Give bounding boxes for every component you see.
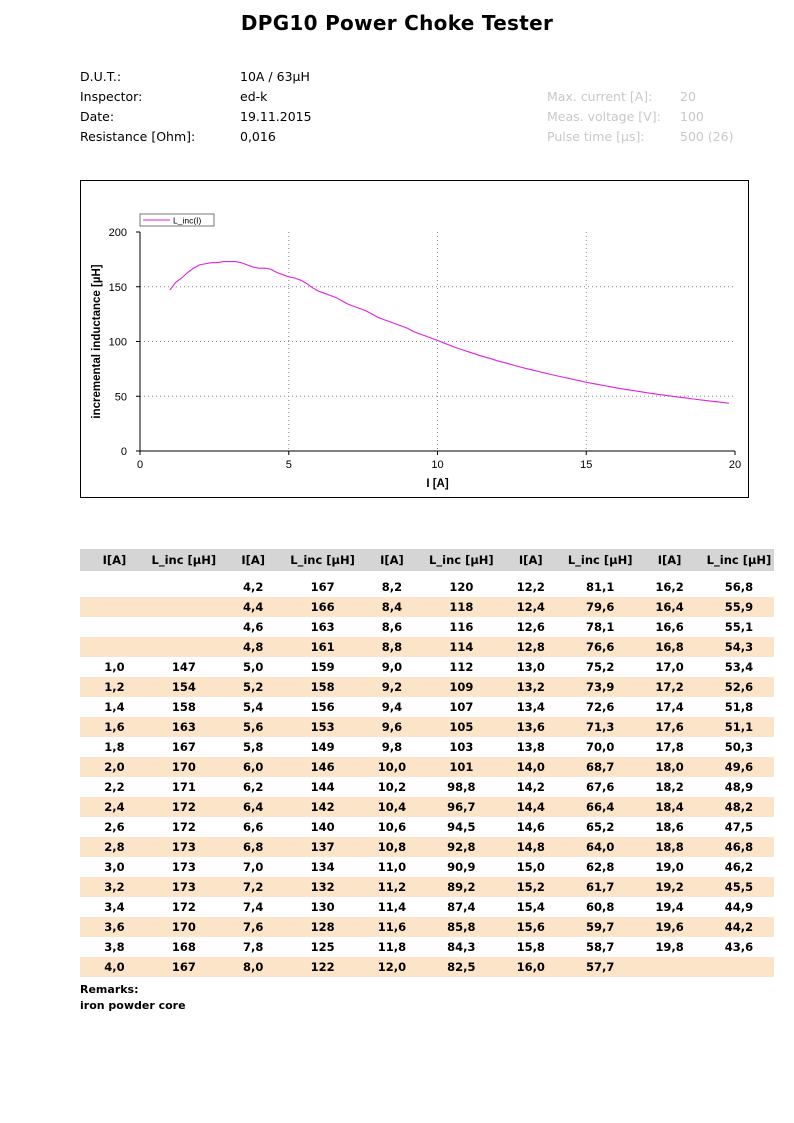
current-cell: 13,8 xyxy=(516,740,545,754)
inductance-cell: 85,8 xyxy=(426,917,496,937)
current-cell xyxy=(80,577,149,597)
current-cell: 18,6 xyxy=(655,820,684,834)
legend-label: L_inc(I) xyxy=(173,215,202,226)
inductance-cell: 76,6 xyxy=(565,637,635,657)
table-row xyxy=(80,857,774,877)
current-cell: 11,2 xyxy=(358,877,427,897)
max-current-label: Max. current [A]: xyxy=(547,89,653,104)
current-cell: 7,8 xyxy=(243,940,264,954)
current-cell: 11,8 xyxy=(377,940,407,954)
measurement-table xyxy=(80,549,774,977)
inductance-cell: 161 xyxy=(288,637,358,657)
current-cell: 8,6 xyxy=(381,620,403,634)
remarks-section xyxy=(80,982,186,1014)
inductance-cell: 94,5 xyxy=(447,820,476,834)
current-cell: 3,6 xyxy=(80,917,149,937)
current-cell: 14,2 xyxy=(516,780,545,794)
x-tick-label: 20 xyxy=(728,459,742,471)
y-tick-label: 50 xyxy=(114,391,127,404)
inductance-cell: 49,6 xyxy=(704,757,774,777)
current-cell: 16,6 xyxy=(655,620,684,634)
meas-voltage-label: Meas. voltage [V]: xyxy=(547,109,661,124)
current-cell: 10,8 xyxy=(358,837,427,857)
current-cell: 2,6 xyxy=(104,820,125,834)
y-tick-label: 0 xyxy=(120,446,127,458)
remarks-label: Remarks: xyxy=(80,983,139,996)
current-cell: 3,4 xyxy=(104,900,125,914)
current-cell: 2,2 xyxy=(104,780,125,794)
meas-voltage-value: 100 xyxy=(680,109,704,124)
column-header: I[A] xyxy=(635,549,704,571)
current-cell: 14,8 xyxy=(496,837,565,857)
inductance-cell xyxy=(149,637,219,657)
current-cell: 9,6 xyxy=(358,717,427,737)
current-cell: 9,8 xyxy=(381,740,403,754)
test-info xyxy=(80,67,780,147)
inductance-cell: 132 xyxy=(288,877,358,897)
table-row xyxy=(80,817,774,837)
inductance-cell: 163 xyxy=(149,717,219,737)
inductance-cell: 43,6 xyxy=(724,940,754,954)
inductance-cell: 125 xyxy=(310,940,335,954)
inductance-cell: 173 xyxy=(149,877,219,897)
current-cell: 5,4 xyxy=(243,700,264,714)
current-cell: 12,0 xyxy=(358,957,427,977)
inductance-cell: 51,8 xyxy=(724,700,754,714)
inductance-cell: 79,6 xyxy=(565,597,635,617)
current-cell: 9,4 xyxy=(381,700,403,714)
current-cell: 15,0 xyxy=(516,860,545,874)
inductance-cell: 128 xyxy=(288,917,358,937)
current-cell: 16,2 xyxy=(655,580,684,594)
current-cell: 8,0 xyxy=(219,957,288,977)
table-row xyxy=(80,577,774,597)
current-cell: 14,0 xyxy=(496,757,565,777)
inductance-cell: 64,0 xyxy=(565,837,635,857)
current-cell: 17,4 xyxy=(655,700,684,714)
current-cell: 12,2 xyxy=(516,580,545,594)
inductance-cell: 120 xyxy=(449,580,474,594)
current-cell: 15,2 xyxy=(496,877,565,897)
table-row xyxy=(80,657,774,677)
current-cell: 14,4 xyxy=(496,797,565,817)
inductance-cell: 130 xyxy=(310,900,335,914)
current-cell: 15,8 xyxy=(516,940,545,954)
column-header: L_inc [µH] xyxy=(149,549,219,571)
inductance-cell: 105 xyxy=(426,717,496,737)
y-tick-label: 100 xyxy=(108,336,127,349)
table-row xyxy=(80,797,774,817)
inductance-cell: 170 xyxy=(149,917,219,937)
inductance-cell: 55,1 xyxy=(724,620,754,634)
dut-label: D.U.T.: xyxy=(80,69,122,84)
inductance-cell: 144 xyxy=(310,780,335,794)
table-row xyxy=(80,897,774,917)
table-row xyxy=(80,837,774,857)
inductance-cell: 172 xyxy=(171,900,196,914)
inductance-cell: 147 xyxy=(171,660,196,674)
inductance-cell: 163 xyxy=(310,620,335,634)
inductance-cell: 153 xyxy=(288,717,358,737)
inductance-cell: 173 xyxy=(171,860,196,874)
inductance-cell: 72,6 xyxy=(585,700,615,714)
inductance-cell: 54,3 xyxy=(704,637,774,657)
inductance-cell: 171 xyxy=(171,780,196,794)
inductance-cell: 57,7 xyxy=(565,957,635,977)
inductance-cell: 44,2 xyxy=(704,917,774,937)
inductance-cell xyxy=(149,617,219,637)
inductance-cell: 107 xyxy=(449,700,474,714)
inductance-cell: 62,8 xyxy=(585,860,615,874)
inductance-cell: 92,8 xyxy=(426,837,496,857)
current-cell: 3,0 xyxy=(104,860,125,874)
table-row xyxy=(80,637,774,657)
table-row xyxy=(80,937,774,957)
inductance-cell: 159 xyxy=(310,660,335,674)
current-cell: 17,2 xyxy=(635,677,704,697)
table-row xyxy=(80,617,774,637)
current-cell: 6,6 xyxy=(243,820,264,834)
current-cell: 5,2 xyxy=(219,677,288,697)
dut-row xyxy=(80,67,780,87)
current-cell: 19,0 xyxy=(655,860,684,874)
resistance-value: 0,016 xyxy=(240,129,276,144)
inductance-chart xyxy=(80,180,749,498)
inductance-cell: 114 xyxy=(426,637,496,657)
current-cell: 2,4 xyxy=(80,797,149,817)
current-cell: 6,8 xyxy=(219,837,288,857)
inductance-cell: 47,5 xyxy=(724,820,754,834)
pulse-time-label: Pulse time [µs]: xyxy=(547,129,645,144)
table-row xyxy=(80,677,774,697)
current-cell: 5,6 xyxy=(219,717,288,737)
column-header: I[A] xyxy=(358,549,427,571)
inductance-cell: 137 xyxy=(288,837,358,857)
current-cell: 17,0 xyxy=(655,660,684,674)
current-cell: 1,4 xyxy=(104,700,125,714)
inductance-cell: 118 xyxy=(426,597,496,617)
resistance-label: Resistance [Ohm]: xyxy=(80,129,196,144)
table-row xyxy=(80,597,774,617)
current-cell: 11,0 xyxy=(377,860,407,874)
current-cell: 4,0 xyxy=(80,957,149,977)
current-cell: 6,4 xyxy=(219,797,288,817)
inductance-cell: 172 xyxy=(149,797,219,817)
current-cell: 15,6 xyxy=(496,917,565,937)
inductance-cell xyxy=(704,957,774,977)
inductance-cell: 158 xyxy=(288,677,358,697)
resistance-row xyxy=(80,127,780,147)
current-cell: 7,0 xyxy=(243,860,264,874)
current-cell: 4,4 xyxy=(219,597,288,617)
column-header: L_inc [µH] xyxy=(565,549,635,571)
current-cell: 4,2 xyxy=(243,580,264,594)
current-cell: 18,0 xyxy=(635,757,704,777)
current-cell: 10,4 xyxy=(358,797,427,817)
inductance-cell: 48,2 xyxy=(704,797,774,817)
current-cell xyxy=(80,617,149,637)
current-cell: 9,2 xyxy=(358,677,427,697)
current-cell: 11,4 xyxy=(377,900,407,914)
current-cell xyxy=(80,637,149,657)
current-cell: 9,0 xyxy=(381,660,403,674)
inductance-cell: 134 xyxy=(310,860,335,874)
current-cell: 10,0 xyxy=(358,757,427,777)
remarks-text: iron powder core xyxy=(80,999,186,1012)
inductance-cell: 45,5 xyxy=(704,877,774,897)
current-cell: 8,8 xyxy=(358,637,427,657)
current-cell: 6,0 xyxy=(219,757,288,777)
inductance-cell: 58,7 xyxy=(585,940,615,954)
current-cell: 1,6 xyxy=(80,717,149,737)
inductance-cell: 158 xyxy=(171,700,196,714)
inductance-cell xyxy=(149,577,219,597)
current-cell: 5,0 xyxy=(243,660,264,674)
current-cell: 4,6 xyxy=(243,620,264,634)
current-cell: 19,2 xyxy=(635,877,704,897)
inductance-cell: 51,1 xyxy=(704,717,774,737)
table-row xyxy=(80,717,774,737)
inductance-cell: 167 xyxy=(149,957,219,977)
current-cell: 12,6 xyxy=(516,620,545,634)
current-cell xyxy=(635,957,704,977)
inspector-value: ed-k xyxy=(240,89,268,104)
page-title: DPG10 Power Choke Tester xyxy=(240,11,554,35)
inductance-cell: 96,7 xyxy=(426,797,496,817)
dut-value: 10A / 63µH xyxy=(240,69,310,84)
inductance-cell: 173 xyxy=(149,837,219,857)
inductance-cell: 89,2 xyxy=(426,877,496,897)
table-row xyxy=(80,917,774,937)
inductance-cell: 44,9 xyxy=(724,900,754,914)
current-cell: 1,2 xyxy=(80,677,149,697)
inductance-cell: 116 xyxy=(449,620,474,634)
current-cell: 2,8 xyxy=(80,837,149,857)
column-header: I[A] xyxy=(80,549,149,571)
date-row xyxy=(80,107,780,127)
inductance-cell: 90,9 xyxy=(447,860,476,874)
inductance-cell: 101 xyxy=(426,757,496,777)
current-cell: 1,0 xyxy=(104,660,125,674)
inductance-cell: 70,0 xyxy=(585,740,615,754)
current-cell: 18,4 xyxy=(635,797,704,817)
x-tick-label: 10 xyxy=(431,459,444,471)
inspector-row xyxy=(80,87,780,107)
current-cell: 13,6 xyxy=(496,717,565,737)
current-cell: 7,4 xyxy=(243,900,264,914)
y-axis-label: incremental inductance [µH] xyxy=(91,264,103,419)
inductance-cell: 112 xyxy=(449,660,474,674)
y-tick-label: 200 xyxy=(108,227,127,239)
inductance-cell: 71,3 xyxy=(565,717,635,737)
inductance-cell: 149 xyxy=(310,740,335,754)
column-header: I[A] xyxy=(496,549,565,571)
inductance-cell: 172 xyxy=(171,820,196,834)
inductance-cell: 78,1 xyxy=(585,620,615,634)
column-header: L_inc [µH] xyxy=(288,549,358,571)
inductance-cell: 140 xyxy=(310,820,335,834)
current-cell: 16,8 xyxy=(635,637,704,657)
current-cell: 6,2 xyxy=(243,780,264,794)
current-cell: 2,0 xyxy=(80,757,149,777)
pulse-time-value: 500 (26) xyxy=(680,129,734,144)
current-cell: 19,8 xyxy=(655,940,684,954)
inductance-cell: 50,3 xyxy=(724,740,754,754)
x-axis-label: I [A] xyxy=(426,478,449,490)
current-cell: 18,2 xyxy=(655,780,684,794)
current-cell: 13,4 xyxy=(516,700,545,714)
inductance-cell: 87,4 xyxy=(447,900,476,914)
current-cell: 1,8 xyxy=(104,740,125,754)
current-cell: 17,6 xyxy=(635,717,704,737)
inductance-cell: 166 xyxy=(288,597,358,617)
current-cell: 12,8 xyxy=(496,637,565,657)
current-cell: 10,6 xyxy=(377,820,407,834)
current-cell: 16,0 xyxy=(496,957,565,977)
current-cell xyxy=(80,597,149,617)
table-row xyxy=(80,777,774,797)
inductance-cell: 167 xyxy=(171,740,196,754)
inductance-cell: 156 xyxy=(310,700,335,714)
column-header: I[A] xyxy=(219,549,288,571)
current-cell: 11,6 xyxy=(358,917,427,937)
table-row xyxy=(80,697,774,717)
table-header-row xyxy=(80,549,774,571)
inductance-cell: 46,8 xyxy=(704,837,774,857)
inductance-cell: 55,9 xyxy=(704,597,774,617)
inductance-cell: 73,9 xyxy=(565,677,635,697)
inductance-cell xyxy=(149,597,219,617)
inductance-cell: 82,5 xyxy=(426,957,496,977)
date-value: 19.11.2015 xyxy=(240,109,312,124)
inductance-cell: 66,4 xyxy=(565,797,635,817)
max-current-value: 20 xyxy=(680,89,696,104)
current-cell: 10,2 xyxy=(377,780,407,794)
current-cell: 12,4 xyxy=(496,597,565,617)
inductance-cell: 122 xyxy=(288,957,358,977)
chart-canvas xyxy=(81,181,748,497)
inductance-cell: 75,2 xyxy=(585,660,615,674)
series-line xyxy=(170,262,729,404)
inductance-cell: 154 xyxy=(149,677,219,697)
table-row xyxy=(80,957,774,977)
inductance-cell: 61,7 xyxy=(565,877,635,897)
inductance-cell: 65,2 xyxy=(585,820,615,834)
current-cell: 13,2 xyxy=(496,677,565,697)
table-row xyxy=(80,877,774,897)
table-row xyxy=(80,737,774,757)
current-cell: 3,2 xyxy=(80,877,149,897)
inductance-cell: 68,7 xyxy=(565,757,635,777)
current-cell: 3,8 xyxy=(104,940,125,954)
inspector-label: Inspector: xyxy=(80,89,143,104)
inductance-cell: 98,8 xyxy=(447,780,476,794)
current-cell: 4,8 xyxy=(219,637,288,657)
inductance-cell: 146 xyxy=(288,757,358,777)
inductance-cell: 167 xyxy=(310,580,335,594)
inductance-cell: 103 xyxy=(449,740,474,754)
inductance-cell: 60,8 xyxy=(585,900,615,914)
current-cell: 17,8 xyxy=(655,740,684,754)
column-header: L_inc [µH] xyxy=(704,549,774,571)
current-cell: 8,2 xyxy=(381,580,403,594)
current-cell: 5,8 xyxy=(243,740,264,754)
inductance-cell: 46,2 xyxy=(724,860,754,874)
table-row xyxy=(80,757,774,777)
current-cell: 18,8 xyxy=(635,837,704,857)
current-cell: 15,4 xyxy=(516,900,545,914)
x-tick-label: 15 xyxy=(580,459,593,471)
inductance-cell: 168 xyxy=(171,940,196,954)
inductance-cell: 109 xyxy=(426,677,496,697)
current-cell: 7,2 xyxy=(219,877,288,897)
current-cell: 8,4 xyxy=(358,597,427,617)
inductance-cell: 84,3 xyxy=(447,940,476,954)
current-cell: 13,0 xyxy=(516,660,545,674)
current-cell: 7,6 xyxy=(219,917,288,937)
inductance-cell: 142 xyxy=(288,797,358,817)
inductance-cell: 170 xyxy=(149,757,219,777)
x-tick-label: 5 xyxy=(285,459,292,471)
current-cell: 19,4 xyxy=(655,900,684,914)
column-header: L_inc [µH] xyxy=(426,549,496,571)
current-cell: 14,6 xyxy=(516,820,545,834)
inductance-cell: 52,6 xyxy=(704,677,774,697)
inductance-cell: 48,9 xyxy=(724,780,754,794)
date-label: Date: xyxy=(80,109,115,124)
inductance-cell: 53,4 xyxy=(724,660,754,674)
inductance-cell: 81,1 xyxy=(585,580,615,594)
inductance-cell: 59,7 xyxy=(565,917,635,937)
y-tick-label: 150 xyxy=(108,281,127,294)
current-cell: 19,6 xyxy=(635,917,704,937)
current-cell: 16,4 xyxy=(635,597,704,617)
x-tick-label: 0 xyxy=(136,459,144,471)
inductance-cell: 67,6 xyxy=(585,780,615,794)
inductance-cell: 56,8 xyxy=(724,580,754,594)
